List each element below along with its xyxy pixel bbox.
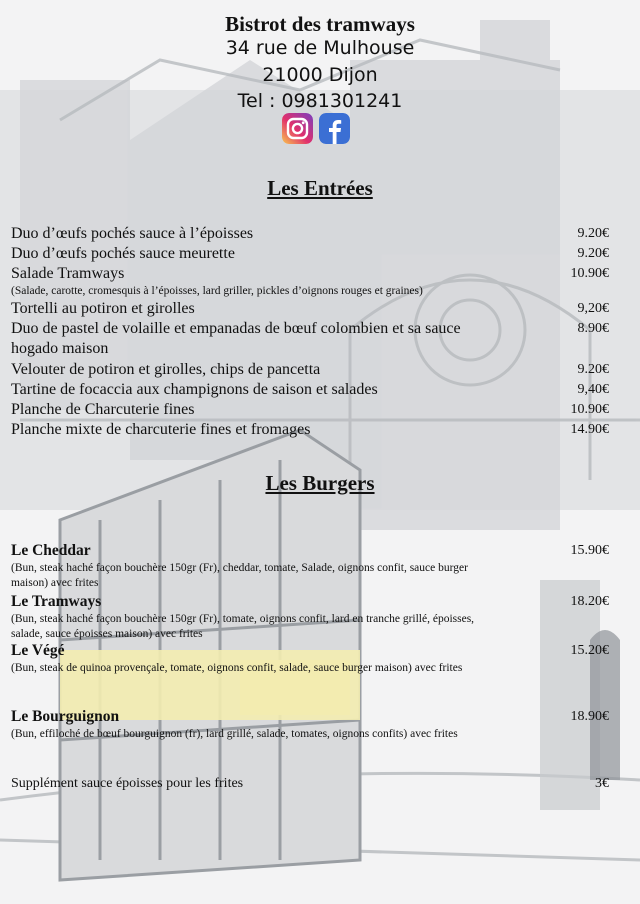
menu-item (11, 400, 609, 420)
item-price: 15.20€ (570, 643, 609, 658)
instagram-icon[interactable] (282, 113, 313, 144)
item-price: 18.20€ (570, 594, 609, 609)
menu-item (11, 707, 609, 742)
item-name: Tartine de focaccia aux champignons de saison et salades (11, 381, 378, 398)
burgers-section-title: Les Burgers (265, 471, 375, 495)
menu-item (11, 244, 609, 264)
item-price: 14.90€ (570, 422, 609, 437)
item-name: Duo de pastel de volaille et empanadas de bœuf colombien et sa sauce hogado maison (11, 320, 461, 357)
item-price: 10.90€ (570, 402, 609, 417)
item-name: Le Tramways (11, 593, 102, 610)
item-name: Planche de Charcuterie fines (11, 401, 195, 418)
entrees-section-title: Les Entrées (267, 176, 373, 200)
item-name: Le Bourguignon (11, 708, 120, 725)
item-name: Le Cheddar (11, 542, 91, 559)
menu-item (11, 641, 609, 676)
item-price: 18.90€ (570, 709, 609, 724)
item-description: (Bun, steak de quinoa provençale, tomate, oignons confit, salade, sauce burger maison) avec frites (11, 662, 463, 674)
address-street: 34 rue de Mulhouse (225, 37, 415, 59)
item-price: 8.90€ (577, 321, 609, 336)
item-price: 9,40€ (577, 382, 609, 397)
menu-item (11, 360, 609, 380)
item-price: 10.90€ (570, 266, 609, 281)
menu-item (11, 541, 609, 591)
item-price: 9,20€ (577, 301, 609, 316)
item-name: Tortelli au potiron et girolles (11, 300, 195, 317)
social-links (282, 113, 350, 144)
address-city: 21000 Dijon (262, 64, 378, 86)
item-price: 9.20€ (577, 362, 609, 377)
menu-item (11, 319, 609, 359)
restaurant-name: Bistrot des tramways (225, 12, 415, 36)
menu-item (11, 224, 609, 244)
item-description: (Bun, effiloché de bœuf bourguignon (fr), lard grillé, salade, tomates, oignons confits) avec frites (11, 728, 458, 740)
menu-item (11, 420, 609, 440)
menu-item (11, 299, 609, 319)
supplement-row (11, 774, 609, 794)
item-price: 9.20€ (577, 246, 609, 261)
phone-number: Tel : 0981301241 (237, 90, 403, 112)
item-price: 15.90€ (570, 543, 609, 558)
supplement-name: Supplément sauce époisses pour les frites (11, 776, 244, 791)
item-name: Velouter de potiron et girolles, chips de pancetta (11, 361, 321, 378)
facebook-icon[interactable] (319, 113, 350, 144)
item-description: (Bun, steak haché façon bouchère 150gr (Fr), tomate, oignons confit, lard en tranche grillé, époisses, salade, sauce époisses maison) avec frites (11, 613, 475, 640)
item-description: (Salade, carotte, cromesquis à l’époisses, lard griller, pickles d’oignons rouges et graines) (11, 285, 423, 297)
menu-item (11, 264, 609, 299)
menu-item (11, 380, 609, 400)
item-name: Duo d’œufs pochés sauce meurette (11, 245, 235, 262)
menu-item (11, 592, 609, 642)
item-name: Le Végé (11, 642, 65, 659)
item-name: Planche mixte de charcuterie fines et fromages (11, 421, 311, 438)
item-name: Salade Tramways (11, 265, 125, 282)
supplement-price: 3€ (595, 776, 609, 791)
item-description: (Bun, steak haché façon bouchère 150gr (Fr), cheddar, tomate, Salade, oignons confit, sauce burger maison) avec frites (11, 562, 468, 589)
item-name: Duo d’œufs pochés sauce à l’époisses (11, 225, 254, 242)
item-price: 9.20€ (577, 226, 609, 241)
